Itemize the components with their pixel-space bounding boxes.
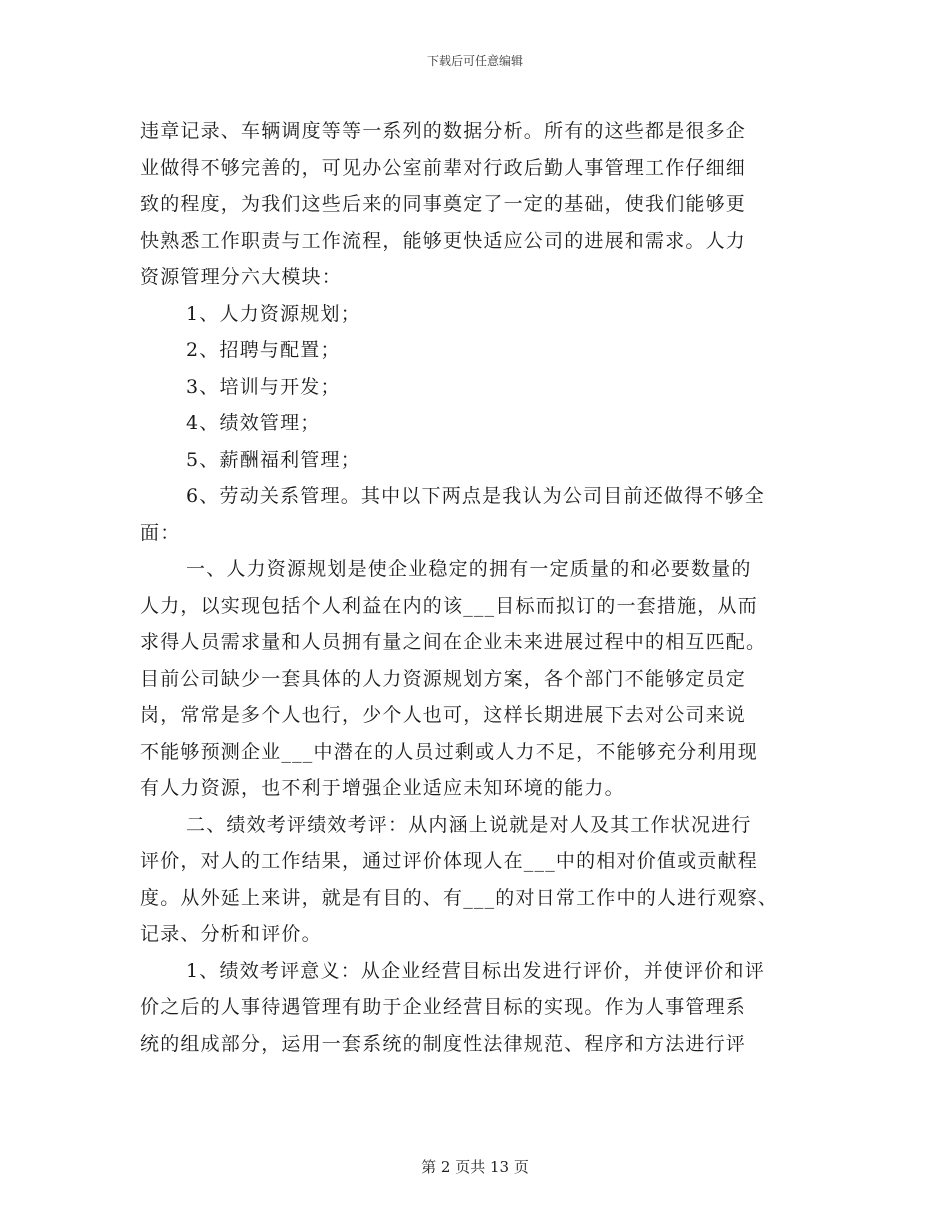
body-line: 求得人员需求量和人员拥有量之间在企业未来进展过程中的相互匹配。 [140,631,767,653]
body-line: 违章记录、车辆调度等等一系列的数据分析。所有的这些都是很多企 [140,120,747,142]
body-line: 资源管理分六大模块： [140,266,343,288]
body-line: 度。从外延上来讲，就是有目的、有___的对日常工作中的人进行观察、 [140,886,779,909]
body-line: 记录、分析和评价。 [140,923,322,945]
body-line: 岗，常常是多个人也行，少个人也可，这样长期进展下去对公司来说 [140,704,747,726]
body-line: 评价，对人的工作结果，通过评价体现人在___中的相对价值或贡献程 [140,850,758,872]
body-line: 快熟悉工作职责与工作流程，能够更快适应公司的进展和需求。人力 [140,229,747,252]
body-line: 面： [140,521,181,544]
list-item: 2、招聘与配置； [186,339,341,361]
list-item: 5、薪酬福利管理； [186,448,361,471]
body-line: 不能够预测企业___中潜在的人员过剩或人力不足，不能够充分利用现 [140,740,758,763]
body-line: 价之后的人事待遇管理有助于企业经营目标的实现。作为人事管理系 [140,996,747,1018]
document-body [140,113,810,1062]
section-heading-line: 一、人力资源规划是使企业稳定的拥有一定质量的和必要数量的 [186,558,752,580]
list-item: 1、绩效考评意义：从企业经营目标出发进行评价，并使评价和评 [186,959,765,982]
body-line: 人力，以实现包括个人利益在内的该___目标而拟订的一套措施，从而 [140,594,758,617]
page-header: 下载后可任意编辑 [426,54,523,68]
body-line: 致的程度，为我们这些后来的同事奠定了一定的基础，使我们能够更 [140,193,747,215]
body-line: 统的组成部分，运用一套系统的制度性法律规范、程序和方法进行评 [140,1032,747,1055]
list-item: 3、培训与开发； [186,375,341,398]
list-item: 4、绩效管理； [186,412,321,434]
list-item: 1、人力资源规划； [186,302,361,325]
body-line: 目前公司缺少一套具体的人力资源规划方案，各个部门不能够定员定 [140,667,747,690]
page-number: 第 2 页共 13 页 [421,1158,529,1176]
list-item: 6、劳动关系管理。其中以下两点是我认为公司目前还做得不够全 [186,485,765,507]
body-line: 业做得不够完善的，可见办公室前辈对行政后勤人事管理工作仔细细 [140,156,747,179]
section-heading-line: 二、绩效考评绩效考评：从内涵上说就是对人及其工作状况进行 [186,813,752,836]
body-line: 有人力资源，也不利于增强企业适应未知环境的能力。 [140,777,625,799]
